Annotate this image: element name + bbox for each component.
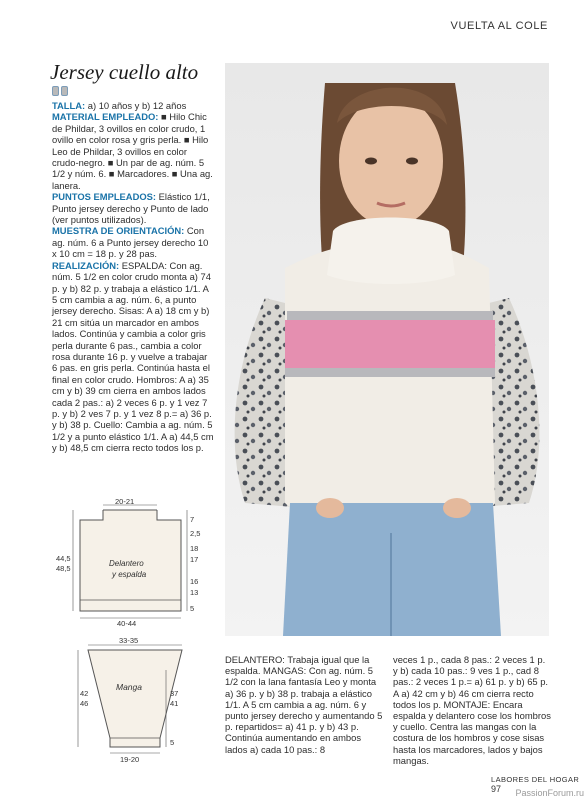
yarn-skein-icon (61, 86, 68, 96)
material-paragraph: MATERIAL EMPLEADO: ■ Hilo Chic de Phildar, 3 ovillos en color crudo, 1 ovillo en color rosa y gris perla. ■ Hilo Leo de Phildar, 3 ovillos en color crudo-negro. ■ Un par de ag. núm. 5 1/2 y núm. 6. ■ Marcadores. ■ Una ag. lanera. (52, 111, 213, 191)
watermark: PassionForum.ru (515, 788, 584, 798)
gauge-paragraph: MUESTRA DE ORIENTACIÓN: Con ag. núm. 6 a Punto jersey derecho 10 x 10 cm = 18 p. y 28 pas. (52, 225, 209, 260)
dim-length-a: 42 (80, 689, 89, 698)
dim-bottom: 19-20 (120, 755, 140, 764)
sleeve-label: Manga (116, 682, 142, 692)
stitches-paragraph: PUNTOS EMPLEADOS: Elástico 1/1, Punto jersey derecho y Punto de lado (ver puntos utilizados). (52, 191, 210, 226)
bottom-column-right (393, 654, 551, 766)
dim-inner-b: 41 (170, 699, 179, 708)
dim-right: 7 (190, 515, 195, 524)
instructions-column (52, 100, 214, 454)
piece-label: y espalda (112, 570, 147, 579)
dim-right: 13 (190, 588, 199, 597)
dim-right: 5 (190, 604, 195, 613)
body-schematic (55, 498, 205, 630)
dim-cuff: 5 (170, 738, 175, 747)
front-sleeve-paragraph: DELANTERO: Trabaja igual que la espalda. MANGAS: Con ag. núm. 5 1/2 con la lana fantasía Leo y monta a) 36 p. y b) 38 p. trabaja a elástico 1/1. A 5 cm cambia a ag. núm. 6 y punto jersey derecho y aumentando 5 p. repartidos= a) 41 p. y b) 43 p. Continúa aumentando en ambos lados a) cada 10 pas.: 8 (225, 654, 383, 755)
piece-label: Delantero (109, 559, 144, 568)
dim-inner-a: 37 (170, 689, 179, 698)
sleeve-schematic (70, 638, 200, 764)
yarn-skein-icon (52, 86, 59, 96)
model-photo (225, 63, 549, 636)
assembly-paragraph: veces 1 p., cada 8 pas.: 2 veces 1 p. y b) cada 10 pas.: 9 ves 1 p., cad 8 pas.: 2 veces 1 p.= a) 61 p. y b) 65 p. A a) 42 cm y b) 46 cm cierra recto todos los p. MONTAJE: Encara espalda y delantero cose los hombros y cuello. Centra las mangas con la costura de los hombros y cose sisas hasta los marcadores, lados y bajos mangas. (393, 654, 551, 766)
bottom-column-left (225, 654, 383, 755)
pattern-title: Jersey cuello alto (50, 60, 199, 84)
dim-right: 17 (190, 555, 199, 564)
dim-length-b: 46 (80, 699, 89, 708)
dim-right: 16 (190, 577, 199, 586)
dim-width: 40-44 (117, 619, 137, 628)
sweater-illustration (225, 63, 549, 636)
size-paragraph: TALLA: a) 10 años y b) 12 años (52, 100, 187, 111)
dim-neck: 20-21 (115, 498, 135, 506)
magazine-name: LABORES DEL HOGAR (491, 775, 580, 784)
dim-right: 18 (190, 544, 199, 553)
dim-right: 2,5 (190, 529, 201, 538)
dim-top: 33-35 (119, 638, 139, 645)
dim-height-a: 44,5 (56, 554, 71, 563)
difficulty-icon (52, 86, 68, 96)
realization-paragraph: REALIZACIÓN: ESPALDA: Con ag. núm. 5 1/2 en color crudo monta a) 74 p. y b) 82 p. y trabaja a elástico 1/1. A 5 cm cambia a ag. núm. 6, a punto jersey derecho. Sisas: A a) 18 cm y b) 21 cm sitúa un marcador en ambos lados. Continúa y cambia a color gris perla durante 6 pas., cambia a color rosa durante 16 p. y vuelve a trabajar 6 pas. en gris perla. Continúa hasta el final en color crudo. Hombros: A a) 35 cm y b) 39 cm cierra en ambos lados cada 2 pas.: a) 2 veces 6 p. y 1 vez 7 p. y b) 2 ves 7 p. y 1 vez 8 p.= a) 36 p. y b) 38 p. Cuello: Cambia a ag. núm. 5 1/2 y a punto elástico 1/1. A a) 44,5 cm y b) 48,5 cm cierra recto todos los p. (52, 259, 214, 454)
section-header: VUELTA AL COLE (450, 20, 548, 32)
page-number: 97 (491, 784, 502, 794)
dim-height-b: 48,5 (56, 564, 71, 573)
